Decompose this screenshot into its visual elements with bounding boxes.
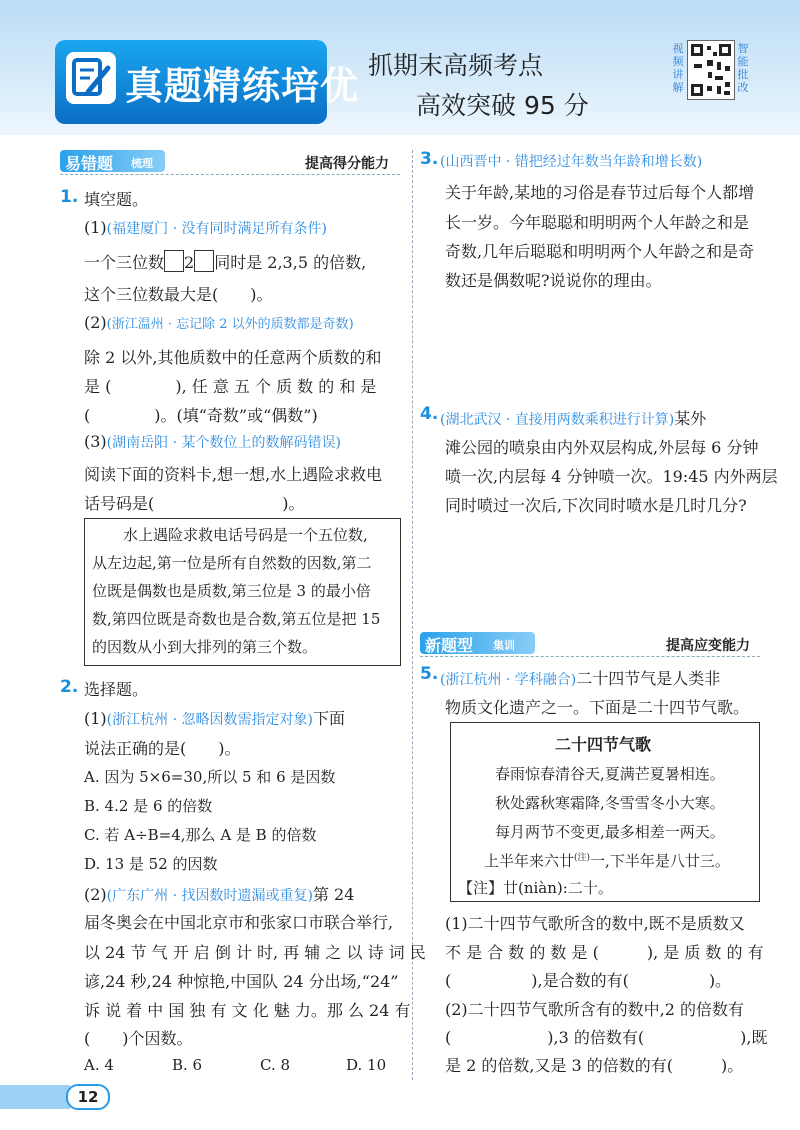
section-tag-errors: 易错题 梳理 [60, 150, 165, 172]
q2-2-line: 诉 说 着 中 国 独 有 文 化 魅 力。那 么 24 有 [84, 1001, 411, 1020]
q1-1-answer: 这个三位数最大是( )。 [84, 285, 273, 304]
section-tag-new: 新题型 集训 [420, 632, 535, 654]
q1-2-line: 是 ( ), 任 意 五 个 质 数 的 和 是 [84, 377, 377, 396]
slogan-line2: 高效突破 95 分 [416, 91, 589, 120]
slogan-line1: 抓期末高频考点 [368, 51, 544, 80]
q5-part: ( ),是合数的有( )。 [445, 971, 732, 990]
info-card-line: 的因数从小到大排列的第三个数。 [92, 638, 318, 656]
choice-d: D. 10 [346, 1056, 387, 1074]
q5-part: (2)二十四节气歌所含有的数中,2 的倍数有 [445, 1000, 745, 1019]
info-card-line: 从左边起,第一位是所有自然数的因数,第二 [92, 554, 372, 572]
q2-number: 2. [60, 677, 79, 697]
section-rule [60, 174, 400, 175]
option-c: C. 若 A÷B=4,那么 A 是 B 的倍数 [84, 826, 317, 844]
q5-part: (1)二十四节气歌所含的数中,既不是质数又 [445, 914, 745, 933]
q1-1-head: (1)(福建厦门 · 没有同时满足所有条件) [84, 218, 327, 237]
q5-head: (浙江杭州 · 学科融合)二十四节气是人类非 [440, 669, 721, 688]
q4-head: (湖北武汉 · 直接用两数乘积进行计算)某外 [440, 409, 707, 428]
q4-line: 喷一次,内层每 4 分钟喷一次。19:45 内外两层 [445, 467, 778, 486]
q1-title: 填空题。 [84, 190, 149, 209]
poem-line: 春雨惊春清谷天,夏满芒夏暑相连。 [495, 765, 725, 783]
section-right-label: 提高应变能力 [666, 638, 750, 654]
q1-3-line: 阅读下面的资料卡,想一想,水上遇险求救电 [84, 465, 383, 484]
q1-3-head: (3)(湖南岳阳 · 某个数位上的数解码错误) [84, 432, 341, 451]
info-card-line: 位既是偶数也是质数,第三位是 3 的最小倍 [92, 582, 371, 600]
q2-2-line: ( )个因数。 [84, 1029, 193, 1048]
section-right-label: 提高得分能力 [305, 156, 389, 172]
q5-part: ( ),3 的倍数有( ),既 [445, 1028, 768, 1047]
q5-part: 不 是 合 数 的 数 是 ( ), 是 质 数 的 有 [445, 943, 764, 962]
poem-title: 二十四节气歌 [555, 735, 652, 754]
digit-box[interactable] [194, 250, 214, 272]
poem-line: 上半年来六廿$^{(注)}$一,下半年是八廿三。 [484, 852, 730, 870]
q1-3-line: 话号码是( )。 [84, 494, 305, 513]
q4-number: 4. [420, 404, 439, 424]
qr-left-label: 视频讲解 [672, 42, 684, 94]
q2-2-line: 届冬奥会在中国北京市和张家口市联合举行, [84, 913, 394, 932]
q2-1-line: 说法正确的是( )。 [84, 739, 241, 758]
q3-line: 数还是偶数呢?说说你的理由。 [445, 271, 662, 290]
choice-b: B. 6 [172, 1056, 203, 1074]
q2-1-head: (1)(浙江杭州 · 忽略因数需指定对象)下面 [84, 709, 345, 728]
info-card-line: 水上遇险求救电话号码是一个五位数, [123, 526, 368, 544]
q3-source: (山西晋中 · 错把经过年数当年龄和增长数) [440, 154, 703, 170]
digit-box[interactable] [164, 250, 184, 272]
brand-title: 真题精练培优 [125, 64, 360, 108]
q1-2-line: ( )。(填“奇数”或“偶数”) [84, 406, 318, 425]
q3-number: 3. [420, 149, 439, 169]
q1-number: 1. [60, 187, 79, 207]
qr-right-label: 智能批改 [737, 42, 749, 94]
option-b: B. 4.2 是 6 的倍数 [84, 797, 213, 815]
q5-part: 是 2 的倍数,又是 3 的倍数的有( )。 [445, 1056, 744, 1075]
q3-line: 奇数,几年后聪聪和明明两个人年龄之和是奇 [445, 242, 755, 261]
poem-note: 【注】廿(niàn):二十。 [458, 879, 613, 897]
q4-line: 滩公园的喷泉由内外双层构成,外层每 6 分钟 [445, 438, 759, 457]
q2-2-line: 谚,24 秒,24 种惊艳,中国队 24 分出场,“24” [84, 972, 399, 991]
q2-2-line: 以 24 节 气 开 启 倒 计 时, 再 辅 之 以 诗 词 民 [84, 943, 426, 962]
choice-a: A. 4 [84, 1056, 114, 1074]
poem-line: 秋处露秋寒霜降,冬雪雪冬小大寒。 [495, 794, 725, 812]
q2-title: 选择题。 [84, 680, 149, 699]
q4-line: 同时喷过一次后,下次同时喷水是几时几分? [445, 496, 747, 515]
q1-1-text: 一个三位数 2 同时是 2,3,5 的倍数, [84, 250, 366, 273]
q5-number: 5. [420, 664, 439, 684]
page-number: 12 [66, 1084, 110, 1110]
choice-c: C. 8 [260, 1056, 291, 1074]
page-number-bar [0, 1085, 70, 1109]
q5-line: 物质文化遗产之一。下面是二十四节气歌。 [445, 698, 750, 717]
q3-line: 长一岁。今年聪聪和明明两个人年龄之和是 [445, 213, 750, 232]
q1-2-head: (2)(浙江温州 · 忘记除 2 以外的质数都是奇数) [84, 313, 354, 332]
qr-code[interactable] [687, 40, 735, 100]
info-card-line: 数,第四位既是奇数也是合数,第五位是把 15 [92, 610, 381, 628]
notebook-pen-icon [66, 52, 116, 104]
section-rule [420, 656, 760, 657]
q3-line: 关于年龄,某地的习俗是春节过后每个人都增 [445, 183, 755, 202]
option-a: A. 因为 5×6=30,所以 5 和 6 是因数 [84, 768, 336, 786]
poem-line: 每月两节不变更,最多相差一两天。 [495, 823, 725, 841]
q1-2-line: 除 2 以外,其他质数中的任意两个质数的和 [84, 348, 382, 367]
option-d: D. 13 是 52 的因数 [84, 855, 218, 873]
q2-2-head: (2)(广东广州 · 找因数时遗漏或重复)第 24 [84, 885, 355, 904]
